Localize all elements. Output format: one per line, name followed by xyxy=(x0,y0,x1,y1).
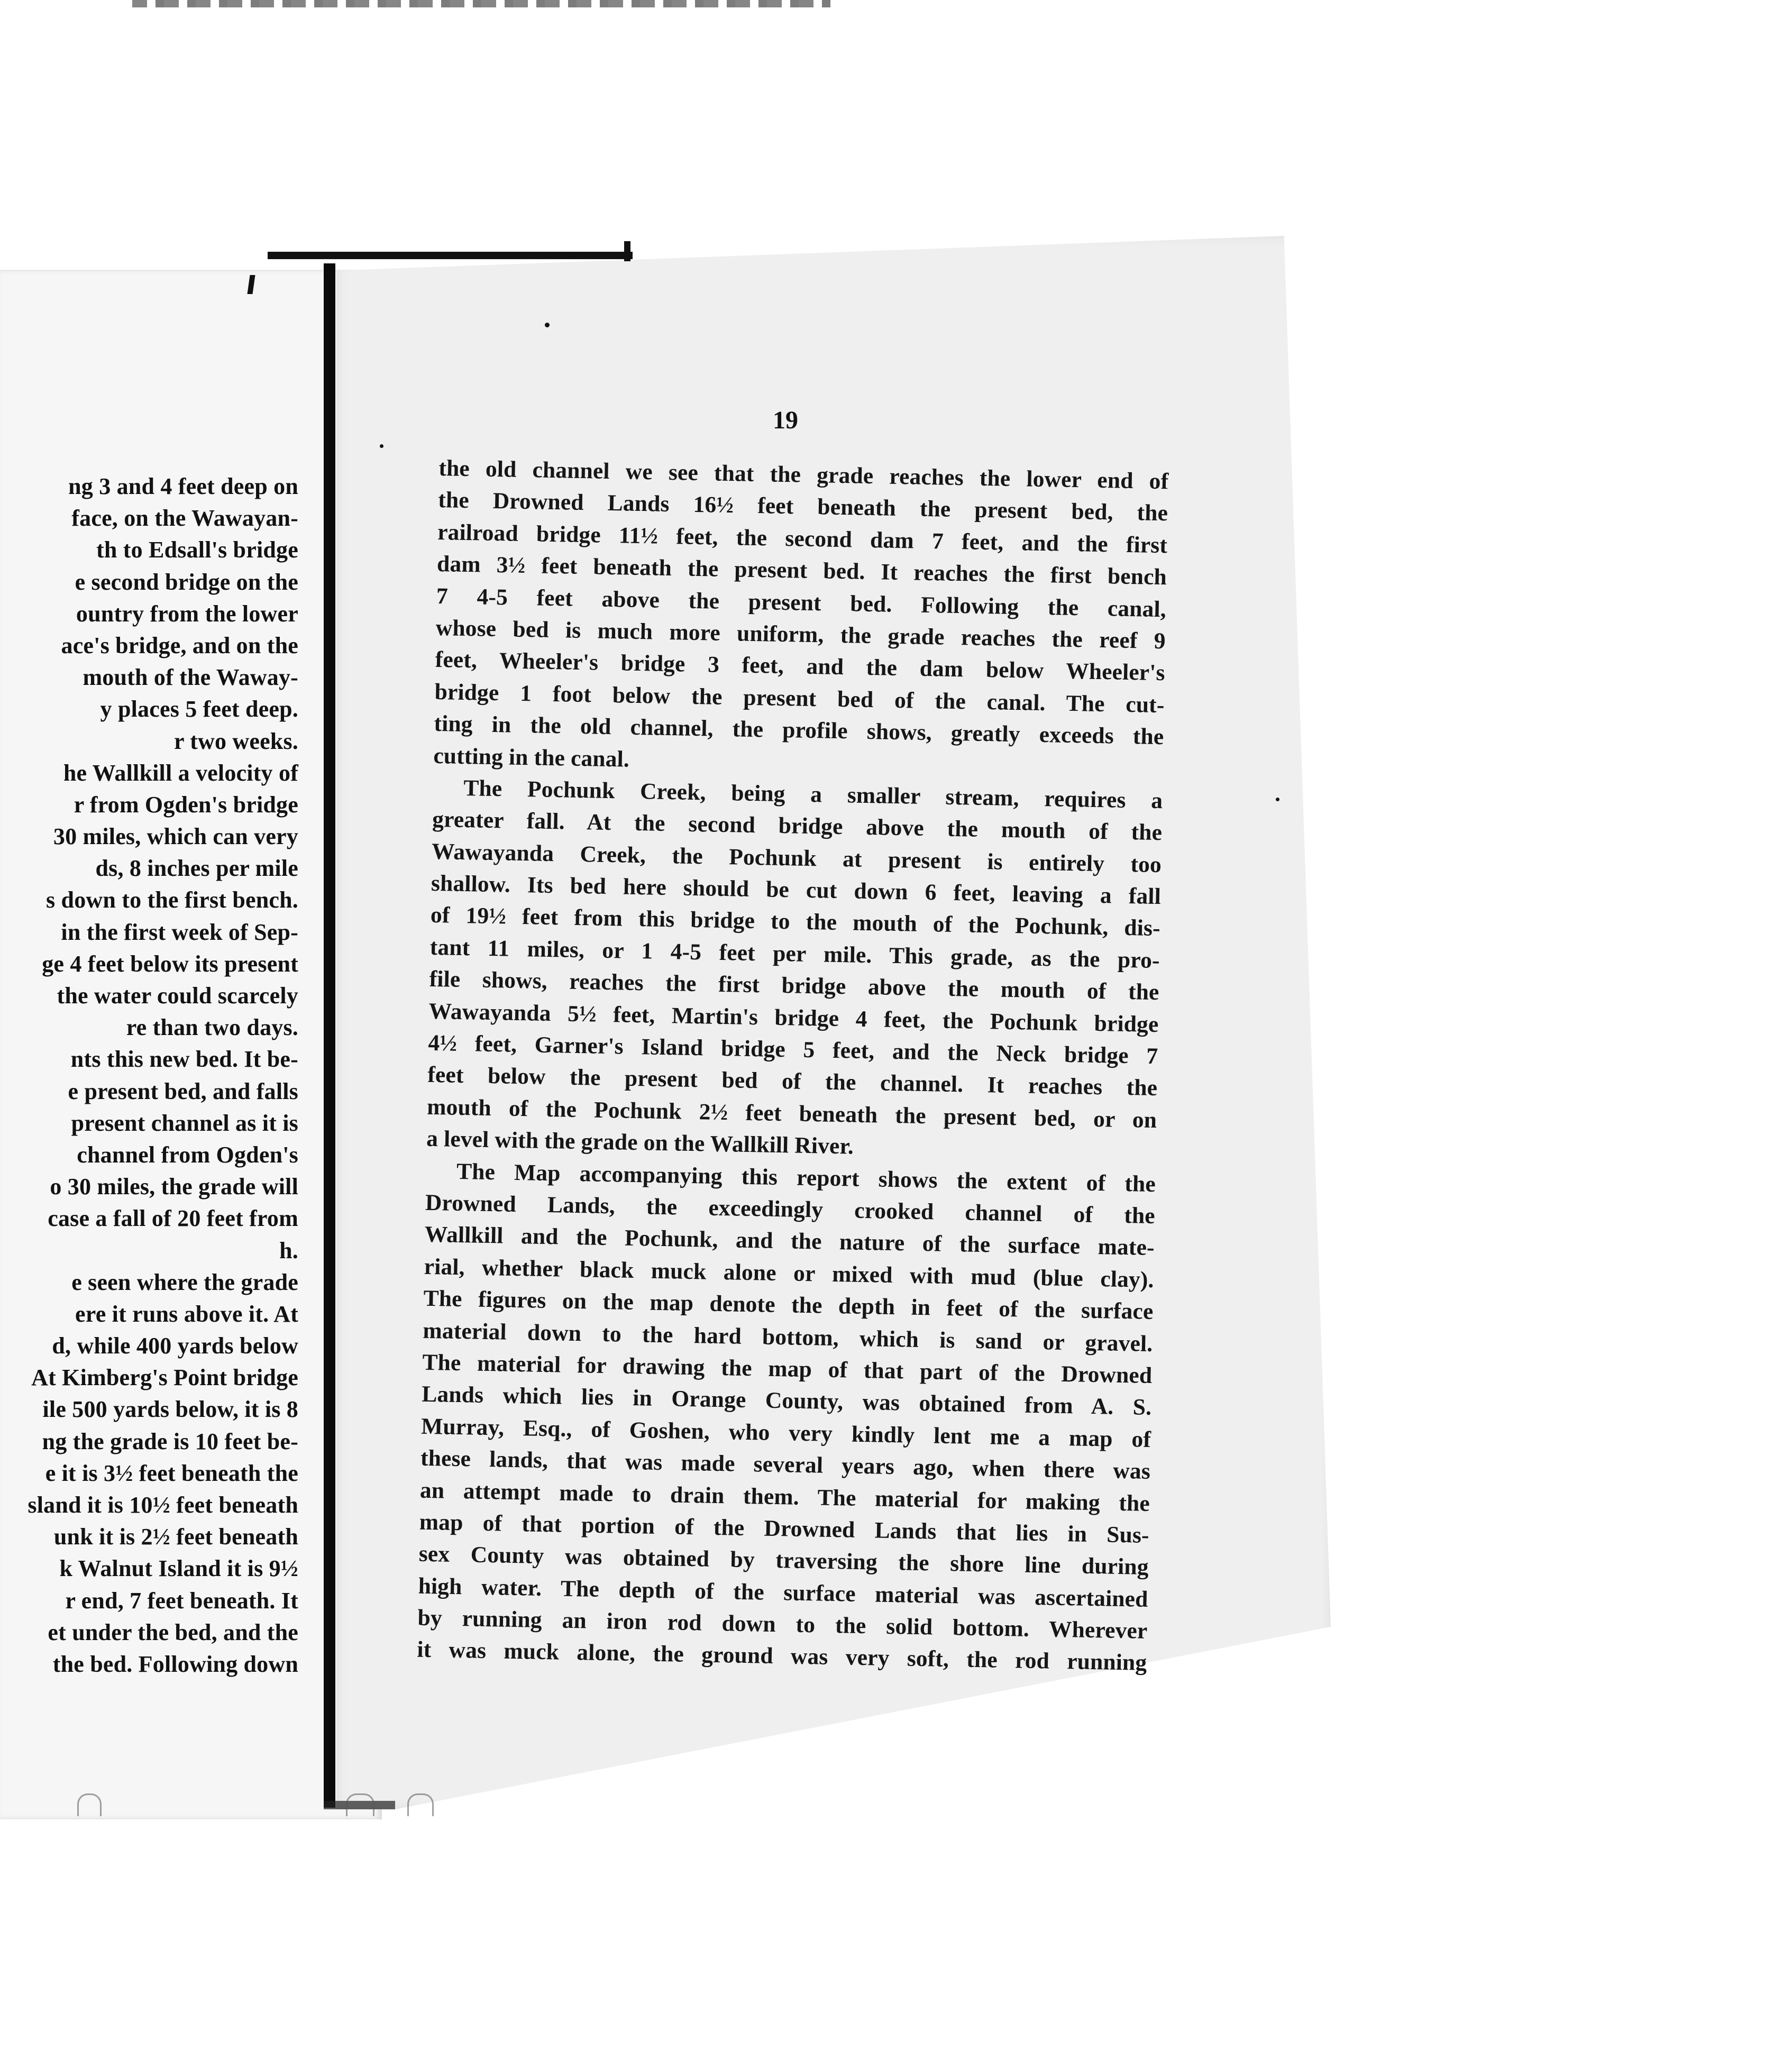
text-line: it was muck alone, the ground was very soft, the rod running xyxy=(417,1637,1147,1676)
text-line: k Walnut Island it is 9½ xyxy=(59,1555,298,1582)
text-line: Wawayanda 5½ feet, Martin's bridge 4 feet, the Pochunk bridge xyxy=(428,998,1159,1037)
text-line: y places 5 feet deep. xyxy=(100,696,298,722)
text-line: these lands, that was made several years ago, when there was xyxy=(420,1445,1151,1485)
page-number: 19 xyxy=(773,406,798,434)
text-line: bridge 1 foot below the present bed of the canal. The cut- xyxy=(434,679,1165,718)
text-line: by running an iron rod down to the solid bottom. Wherever xyxy=(417,1605,1148,1644)
text-line: h. xyxy=(279,1237,298,1264)
text-line: The figures on the map denote the depth in feet of the surface xyxy=(423,1285,1154,1325)
text-line: in the first week of Sep- xyxy=(61,919,298,945)
text-line: 30 miles, which can very xyxy=(53,823,298,850)
text-line: map of that portion of the Drowned Lands that lies in Sus- xyxy=(419,1509,1150,1548)
text-line: ere it runs above it. At xyxy=(75,1301,298,1327)
text-line: Lands which lies in Orange County, was obtained from A. S. xyxy=(421,1381,1152,1421)
text-line: ountry from the lower xyxy=(76,600,298,627)
speck xyxy=(380,444,383,448)
text-line: th to Edsall's bridge xyxy=(96,537,298,563)
page-foot-mark xyxy=(77,1793,102,1816)
text-line: greater fall. At the second bridge above the mouth of the xyxy=(432,807,1163,846)
text-line: et under the bed, and the xyxy=(48,1619,298,1645)
text-line: d, while 400 yards below xyxy=(52,1333,298,1359)
text-line: At Kimberg's Point bridge xyxy=(31,1365,298,1391)
text-line: rial, whether black muck alone or mixed with mud (blue clay). xyxy=(424,1253,1154,1293)
text-line: cutting in the canal. xyxy=(433,743,630,772)
gutter-top-edge xyxy=(268,252,633,259)
text-line: feet, Wheeler's bridge 3 feet, and the dam below Wheeler's xyxy=(435,647,1166,686)
gutter-top-notch xyxy=(624,241,630,261)
text-line: the bed. Following down xyxy=(52,1651,298,1677)
speck xyxy=(1276,798,1279,801)
text-line: Murray, Esq., of Goshen, who very kindly lent me a map of xyxy=(420,1413,1151,1452)
page-foot-mark xyxy=(346,1793,374,1816)
text-line: tant 11 miles, or 1 4-5 feet per mile. This grade, as the pro- xyxy=(429,934,1160,973)
text-line: ile 500 yards below, it is 8 xyxy=(42,1396,298,1423)
text-line: e it is 3½ feet beneath the xyxy=(45,1460,298,1486)
text-line: ds, 8 inches per mile xyxy=(95,855,298,882)
text-line: The Map accompanying this report shows the extent of the xyxy=(456,1158,1156,1197)
text-line: whose bed is much more uniform, the grade reaches the reef 9 xyxy=(435,615,1166,654)
film-edge-smudge xyxy=(132,0,830,7)
text-line: The material for drawing the map of that part of the Drowned xyxy=(422,1349,1153,1388)
text-line: high water. The depth of the surface material was ascertained xyxy=(418,1573,1148,1612)
text-line: a level with the grade on the Wallkill River. xyxy=(426,1125,854,1159)
text-line: Drowned Lands, the exceedingly crooked channel of the xyxy=(425,1189,1156,1229)
text-line: e seen where the grade xyxy=(71,1269,298,1295)
text-line: sex County was obtained by traversing the shore line during xyxy=(418,1541,1149,1580)
text-line: 7 4-5 feet above the present bed. Following the canal, xyxy=(436,583,1167,622)
text-line: ting in the old channel, the profile shows, greatly exceeds the xyxy=(434,711,1164,750)
text-line: Wallkill and the Pochunk, and the nature of the surface mate- xyxy=(424,1222,1155,1261)
text-line: the water could scarcely xyxy=(57,983,298,1009)
text-line: o 30 miles, the grade will xyxy=(50,1174,298,1200)
text-line: s down to the first bench. xyxy=(46,887,298,913)
text-line: The Pochunk Creek, being a smaller stream, requires a xyxy=(463,775,1163,814)
text-line: dam 3½ feet beneath the present bed. It reaches the first bench xyxy=(436,551,1167,590)
speck xyxy=(545,323,550,327)
text-line: Wawayanda Creek, the Pochunk at present is entirely too xyxy=(431,838,1162,877)
text-line: an attempt made to drain them. The material for making the xyxy=(419,1477,1150,1516)
text-line: re than two days. xyxy=(126,1014,298,1041)
text-line: ge 4 feet below its present xyxy=(42,950,298,977)
text-line: face, on the Wawayan- xyxy=(71,505,298,532)
text-line: the old channel we see that the grade reaches the lower end of xyxy=(438,455,1169,495)
text-line: r end, 7 feet beneath. It xyxy=(65,1587,298,1614)
text-line: mouth of the Pochunk 2½ feet beneath the present bed, or on xyxy=(426,1094,1157,1133)
text-line: sland it is 10½ feet beneath xyxy=(28,1492,298,1518)
text-line: nts this new bed. It be- xyxy=(70,1046,298,1073)
text-line: of 19½ feet from this bridge to the mouth of the Pochunk, dis- xyxy=(430,902,1161,941)
right-page-text xyxy=(417,452,1169,1679)
text-line: shallow. Its bed here should be cut down 6 feet, leaving a fall xyxy=(431,870,1162,910)
text-line: ng the grade is 10 feet be- xyxy=(42,1428,298,1454)
text-line: case a fall of 20 feet from xyxy=(48,1205,298,1232)
text-line: 4½ feet, Garner's Island bridge 5 feet, and the Neck bridge 7 xyxy=(428,1030,1158,1069)
text-line: he Wallkill a velocity of xyxy=(63,759,298,786)
text-line: feet below the present bed of the channel. It reaches the xyxy=(427,1062,1158,1101)
text-line: railroad bridge 11½ feet, the second dam 7 feet, and the first xyxy=(437,519,1168,559)
book-gutter xyxy=(324,263,335,1808)
text-line: channel from Ogden's xyxy=(77,1141,298,1168)
page-foot-mark xyxy=(407,1793,434,1816)
text-line: the Drowned Lands 16½ feet beneath the present bed, the xyxy=(437,487,1168,526)
text-line: r from Ogden's bridge xyxy=(74,791,298,818)
text-line: e present bed, and falls xyxy=(68,1078,298,1104)
text-line: file shows, reaches the first bridge above the mouth of the xyxy=(429,966,1159,1005)
text-line: material down to the hard bottom, which is sand or gravel. xyxy=(423,1317,1153,1357)
text-line: ace's bridge, and on the xyxy=(61,632,298,658)
text-line: present channel as it is xyxy=(71,1110,298,1136)
text-line: ng 3 and 4 feet deep on xyxy=(68,473,298,499)
text-line: unk it is 2½ feet beneath xyxy=(53,1524,298,1550)
text-line: e second bridge on the xyxy=(75,569,298,595)
text-line: r two weeks. xyxy=(174,728,298,754)
text-line: mouth of the Waway- xyxy=(83,664,298,691)
